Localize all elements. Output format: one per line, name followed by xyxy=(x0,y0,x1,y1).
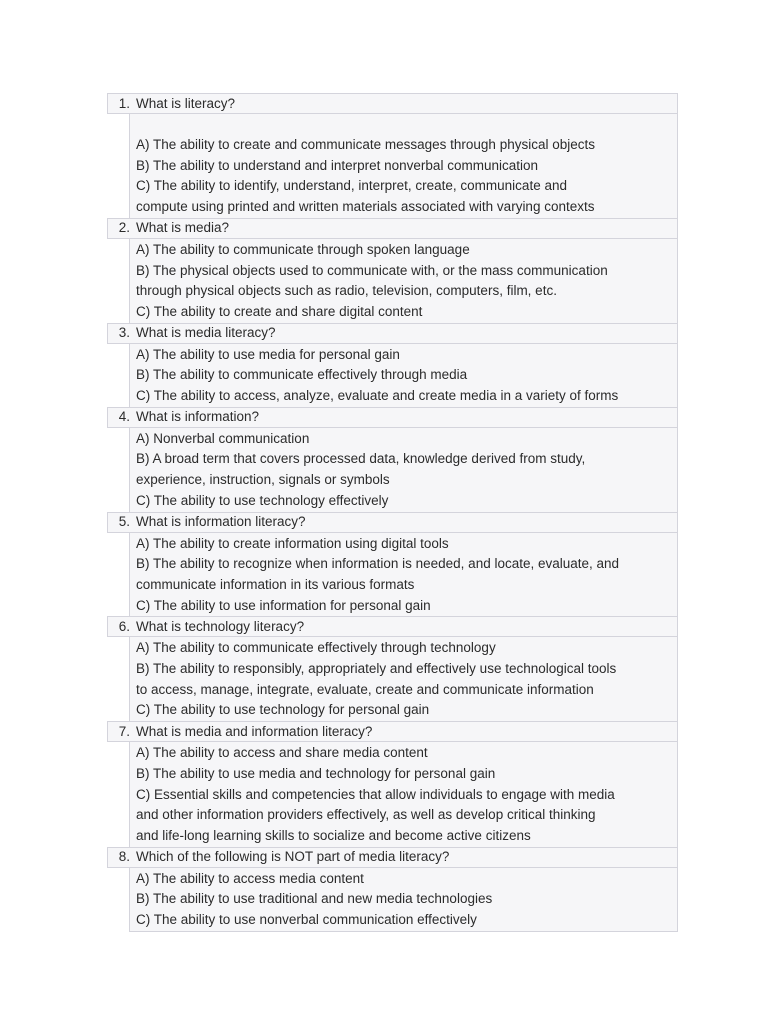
answer-options xyxy=(129,636,678,722)
answer-line: B) A broad term that covers processed data, knowledge derived from study, xyxy=(136,451,586,467)
answer-line: A) The ability to access media content xyxy=(136,870,364,886)
answer-line: A) Nonverbal communication xyxy=(136,430,310,446)
answer-line: A) The ability to communicate effectively through technology xyxy=(136,640,496,656)
question-text: What is technology literacy? xyxy=(136,618,305,634)
answer-options xyxy=(129,867,678,932)
question-row xyxy=(107,616,678,637)
answer-line: B) The ability to communicate effectively through media xyxy=(136,367,468,383)
answer-options xyxy=(129,741,678,848)
question-row xyxy=(107,512,678,533)
question-number: 7. xyxy=(118,723,130,739)
answer-line: C) The ability to access, analyze, evaluate and create media in a variety of forms xyxy=(136,388,619,404)
question-number: 2. xyxy=(118,220,130,236)
answer-line: C) The ability to create and share digital content xyxy=(136,303,423,319)
question-number: 3. xyxy=(118,325,130,341)
question-row xyxy=(107,323,678,344)
answer-line: B) The ability to responsibly, appropriately and effectively use technological tools xyxy=(136,661,617,677)
question-text: What is information literacy? xyxy=(136,514,306,530)
answer-line: and other information providers effectively, as well as develop critical thinking xyxy=(136,807,596,823)
answer-line: B) The ability to use media and technology for personal gain xyxy=(136,765,496,781)
question-number: 6. xyxy=(118,618,130,634)
question-row xyxy=(107,218,678,239)
answer-options xyxy=(129,343,678,408)
answer-line: B) The ability to understand and interpret nonverbal communication xyxy=(136,157,538,173)
question-number: 4. xyxy=(118,409,130,425)
question-row xyxy=(107,721,678,742)
answer-line: communicate information in its various formats xyxy=(136,576,415,592)
answer-line: to access, manage, integrate, evaluate, create and communicate information xyxy=(136,681,594,697)
answer-line: C) The ability to use technology for personal gain xyxy=(136,702,430,718)
answer-line: A) The ability to create and communicate messages through physical objects xyxy=(136,137,595,152)
answer-line: C) The ability to use information for personal gain xyxy=(136,597,431,613)
answer-line: B) The physical objects used to communicate with, or the mass communication xyxy=(136,262,608,278)
question-number: 8. xyxy=(118,849,130,865)
answer-line: through physical objects such as radio, television, computers, film, etc. xyxy=(136,283,557,299)
question-text: What is media and information literacy? xyxy=(136,723,373,739)
answer-line: C) The ability to use technology effectively xyxy=(136,492,389,508)
answer-line: compute using printed and written materials associated with varying contexts xyxy=(136,199,595,215)
answer-line: A) The ability to access and share media content xyxy=(136,745,428,761)
answer-line: B) The ability to use traditional and new media technologies xyxy=(136,891,493,907)
answer-options xyxy=(129,113,678,219)
question-row xyxy=(107,847,678,868)
answer-line: A) The ability to create information using digital tools xyxy=(136,535,449,551)
answer-line: C) The ability to use nonverbal communication effectively xyxy=(136,912,477,928)
question-text: What is information? xyxy=(136,409,260,425)
question-row xyxy=(107,93,678,114)
answer-options xyxy=(129,427,678,513)
question-text: Which of the following is NOT part of media literacy? xyxy=(136,849,450,865)
answer-line: and life-long learning skills to socialize and become active citizens xyxy=(136,827,531,843)
question-text: What is media literacy? xyxy=(136,325,276,341)
answer-line: C) The ability to identify, understand, interpret, create, communicate and xyxy=(136,178,567,194)
question-text: What is literacy? xyxy=(136,95,236,111)
quiz-list xyxy=(107,93,678,931)
answer-line: C) Essential skills and competencies that allow individuals to engage with media xyxy=(136,786,615,802)
answer-options xyxy=(129,532,678,618)
answer-line: A) The ability to use media for personal gain xyxy=(136,346,400,362)
answer-options xyxy=(129,238,678,324)
answer-line: experience, instruction, signals or symbols xyxy=(136,472,390,488)
question-row xyxy=(107,407,678,428)
question-number: 5. xyxy=(118,514,130,530)
question-text: What is media? xyxy=(136,220,230,236)
answer-line: A) The ability to communicate through spoken language xyxy=(136,241,470,257)
answer-line: B) The ability to recognize when information is needed, and locate, evaluate, and xyxy=(136,556,620,572)
question-number: 1. xyxy=(118,95,130,111)
